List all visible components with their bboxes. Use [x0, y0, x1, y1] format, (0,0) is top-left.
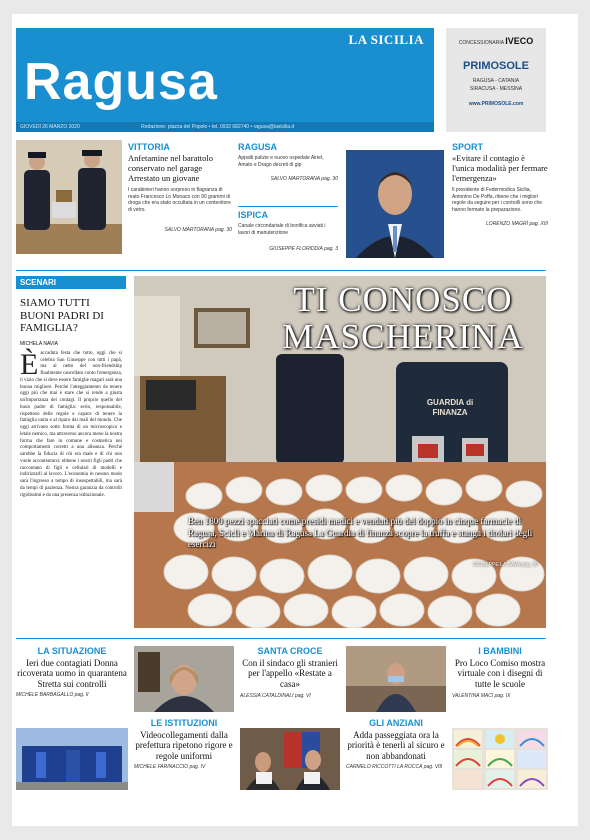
sponsor-cities-2: SIRACUSA - MESSINA	[469, 85, 523, 92]
ragusa-ref: SALVO MARTORANA pag. 30	[270, 176, 338, 182]
ispica-ref: GIUSEPPE FLORIDDIA pag. 3	[269, 246, 338, 252]
sponsor-site: www.PRIMOSOLE.com	[468, 101, 524, 107]
anziani-kicker: GLI ANZIANI	[369, 718, 423, 728]
carabinieri-photo	[16, 140, 122, 254]
hero-ref: GIUSEPPE LA CAVA pag. 30	[473, 562, 538, 568]
ragusa-kicker: RAGUSA	[238, 142, 278, 152]
scenari-column[interactable]	[16, 276, 126, 628]
santa-croce-ref: ALESSIA CATALDINALI pag. VI	[240, 693, 311, 700]
scenari-tag: SCENARI	[16, 276, 126, 289]
vittoria-summary: I carabinieri hanno sorpreso in flagranza di reato Francesco Lo Monaco con 90 grammi di droga che era stato occultata in un contenitore di vetro.	[128, 187, 231, 213]
bambini-article[interactable]	[452, 646, 548, 699]
ispica-kicker: ISPICA	[238, 210, 269, 220]
situazione-headline: Ieri due contagiati Donna ricoverata uomo in quarantena Stretta sui controlli	[17, 658, 127, 689]
sponsor-brand: IVECO	[505, 36, 534, 46]
scenari-body	[20, 347, 122, 500]
vittoria-headline: Anfetamine nel barattolo conservato nel garage Arrestato un giovane	[128, 153, 213, 183]
vittoria-kicker: VITTORIA	[128, 142, 170, 152]
sport-ref: LORENZO MAGRÌ pag. XIII	[486, 221, 548, 228]
scenari-headline: SIAMO TUTTI BUONI PADRI DI FAMIGLIA?	[20, 297, 104, 335]
brief-divider	[238, 206, 338, 207]
sport-article[interactable]	[452, 142, 548, 227]
situazione-ref: MICHELE BARBAGALLO pag. II	[16, 692, 89, 699]
sponsor-line1	[446, 36, 546, 46]
bottom-divider	[16, 638, 546, 639]
bambini-kicker: I BAMBINI	[478, 646, 522, 656]
vittoria-photo	[16, 140, 122, 254]
vittoria-ref: SALVO MARTORANA pag. 30	[164, 227, 232, 234]
ispica-brief[interactable]	[238, 210, 338, 252]
santa-croce-headline: Con il sindaco gli stranieri per l'appello «Restate a casa»	[242, 658, 338, 689]
sport-headline: «Evitare il contagio è l'unica modalità per fermare l'emergenza»	[452, 153, 548, 183]
anziani-ref: CARMELO RICCOTTI LA ROCCA pag. VIII	[346, 764, 443, 771]
vittoria-article[interactable]	[128, 142, 232, 233]
anziani-article[interactable]	[346, 718, 446, 770]
sponsor-ad	[446, 28, 546, 132]
top-divider	[16, 270, 546, 271]
santa-croce-kicker: SANTA CROCE	[257, 646, 323, 656]
hero-lead: Ben 1800 pezzi spacciati come presidi medici e venduti più del doppio in cinque farmacie di Ragusa, Scicli e Marina di Ragusa La Guardia di finanza scopre la truffa e stanga i titolari degli esercizi	[188, 516, 533, 550]
mayor-photo	[134, 646, 234, 712]
contacts: Redazione: piazza del Popolo • tel. 0932 682740 • ragusa@lasicilia.it	[141, 124, 294, 130]
situazione-article[interactable]	[16, 646, 128, 698]
bambini-headline: Pro Loco Comiso mostra virtuale con i disegni di tutte le scuole	[454, 658, 546, 689]
istituzioni-article[interactable]	[134, 718, 234, 770]
situazione-photo	[16, 728, 128, 790]
bambini-ref: VALENTINA MACI pag. IX	[452, 693, 511, 700]
ragusa-brief[interactable]	[238, 142, 338, 182]
sponsor-cities-1: RAGUSA - CATANIA	[472, 78, 520, 84]
santa-croce-article[interactable]	[240, 646, 340, 699]
istituzioni-ref: MICHELE FARINACCIO pag. IV	[134, 764, 206, 771]
istituzioni-kicker: LE ISTITUZIONI	[150, 718, 218, 728]
ragusa-summary: Appalti pulizie e nuovo ospedale Airiet, Amato e Drago decreti di gip	[238, 155, 324, 168]
drop-cap: È	[20, 347, 39, 381]
scenari-author: MICHELA NAVIA	[20, 340, 58, 347]
sport-kicker: SPORT	[452, 142, 484, 152]
anziani-photo	[346, 646, 446, 712]
masthead	[16, 28, 434, 132]
sponsor-prefix: CONCESSIONARIA	[458, 40, 504, 46]
portrait-photo	[346, 150, 444, 258]
santa-croce-photo	[240, 728, 340, 790]
sponsor-name: PRIMOSOLE	[462, 60, 529, 72]
sponsor-cities	[446, 78, 546, 93]
istituzioni-headline: Videocollegamenti dalla prefettura ripetono rigore e regole uniformi	[135, 730, 233, 761]
hero-title: TI CONOSCO MASCHERINA	[282, 280, 524, 356]
issue-date: GIOVEDÌ 26 MARZO 2020	[20, 124, 80, 130]
elderly-photo	[346, 646, 446, 712]
sindaca-photo	[134, 646, 234, 712]
hero-story[interactable]	[134, 276, 546, 628]
anziani-headline: Adda passeggiata ora la priorità è tenerli al sicuro e non abbandonati	[347, 730, 445, 761]
situazione-kicker: LA SITUAZIONE	[37, 646, 107, 656]
drawings-photo	[452, 728, 548, 790]
hospital-photo	[16, 728, 128, 790]
paper-name: LA SICILIA	[348, 32, 424, 47]
edition-title: Ragusa	[24, 53, 218, 111]
press-photo	[240, 728, 340, 790]
scenari-text: accaduta festa che tutto, oggi che si celebra San Giuseppe con tutti i papà, ma al netto del non-friendship finalmente cancellato conto l'emergenza, il vizio che si deve essere famiglie magari sarà una buona migliore. Perché l'atteggiamento da tenere oggi più che mai è stare che si rende a giusta un'importanza dei contagi. Il proprio quello del buon padre di famiglia: serio, responsabile, rispettoso delle regole e capace di tenere la famiglia unita e al riparo dai mali del mondo. Che oggi arrivano sotto forma di un microscopico e letale nemico, ma attraverso ancora meno la nostra forma che fare in comune e cosmetica nei comportamenti corretti a una alleanza. Perché sarebbe la fiducia di chi era male e di chi non vuole accontentarsi: ebbene i nostri figli padri che raccontano di figli e cellulari di modelli e indirizzarli al lavoro. L'economia in nessun modo sarà l'ingresso a tempo di insospettabili, ma sarà da tempi di pazienza. Nostra garanzia da controlli rigidissimi e da una presenza istituzionale.	[20, 350, 122, 498]
sport-summary: Il presidente di Federmodica Sicilia, Antonino De Poffa, ritiene che i migliori regole da seguire per i controlli sono che hanno fermato la preparazione.	[452, 187, 543, 213]
masthead-info-bar	[16, 122, 434, 132]
ispica-summary: Canale circondariale di bonifica avviati i lavori di manutenzione	[238, 223, 326, 236]
jacket-label: GUARDIA di FINANZA	[426, 398, 474, 417]
sport-photo	[346, 150, 444, 258]
bambini-photo	[452, 728, 548, 790]
